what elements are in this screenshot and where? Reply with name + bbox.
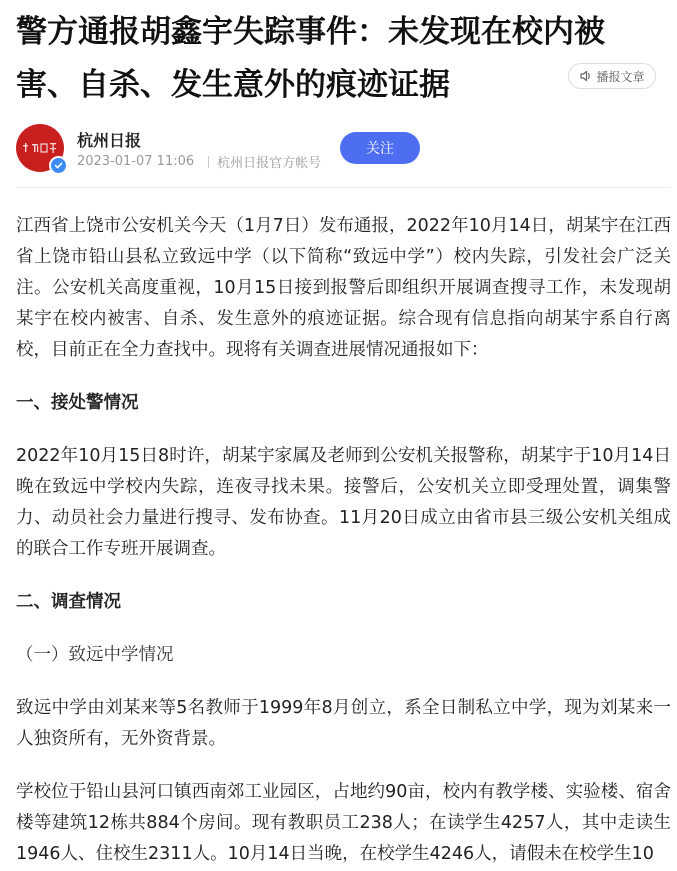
subsection-heading: （一）致远中学情况 xyxy=(16,645,174,665)
section-heading-2: 二、调查情况 xyxy=(16,592,121,612)
paragraph-report: 2022年10月15日8时许，胡某宇家属及老师到公安机关报警称，胡某宇于10月14日晚在致远中学校内失踪，连夜寻找未果。接警后，公安机关立即受理处置，调集警力、动员社会力量进行搜寻、发布协查。11月20日成立由省市县三级公安机关组成的联合工作专班开展调查。 xyxy=(16,446,671,559)
author-name[interactable]: 杭州日报 xyxy=(77,131,142,150)
article-body xyxy=(16,211,671,870)
section-heading-1: 一、接处警情况 xyxy=(16,393,139,413)
follow-button[interactable]: 关注 xyxy=(340,132,420,164)
article-title: 警方通报胡鑫宇失踪事件：未发现在校内被害、自杀、发生意外的痕迹证据 xyxy=(16,14,605,103)
meta-divider xyxy=(208,156,209,168)
paragraph-campus: 学校位于铅山县河口镇西南郊工业园区，占地约90亩，校内有教学楼、实验楼、宿舍楼等建筑12栋共884个房间。现有教职员工238人；在读学生4257人，其中走读生1946人、住校生2311人。10月14日当晚，在校学生4246人，请假未在校学生10 xyxy=(16,782,671,864)
publish-date: 2023-01-07 11:06 xyxy=(77,154,195,169)
paragraph-intro: 江西省上饶市公安机关今天（1月7日）发布通报，2022年10月14日，胡某宇在江西省上饶市铅山县私立致远中学（以下简称“致远中学”）校内失踪，引发社会广泛关注。公安机关高度重视，10月15日接到报警后即组织开展调查搜寻工作，未发现胡某宇在校内被害、自杀、发生意外的痕迹证据。综合现有信息指向胡某宇系自行离校，目前正在全力查找中。现将有关调查进展情况通报如下： xyxy=(16,216,671,360)
listen-article-label: 播报文章 xyxy=(596,69,645,84)
paragraph-school: 致远中学由刘某来等5名教师于1999年8月创立，系全日制私立中学，现为刘某来一人独资所有，无外资背景。 xyxy=(16,698,671,749)
avatar-logo-mark xyxy=(22,140,58,156)
author-bar xyxy=(16,124,671,174)
header-divider xyxy=(16,187,671,188)
verified-badge-icon xyxy=(49,156,68,175)
author-source: 杭州日报官方帐号 xyxy=(217,156,322,171)
listen-article-button[interactable] xyxy=(568,63,656,89)
author-meta xyxy=(77,152,321,171)
speaker-icon xyxy=(579,69,593,83)
